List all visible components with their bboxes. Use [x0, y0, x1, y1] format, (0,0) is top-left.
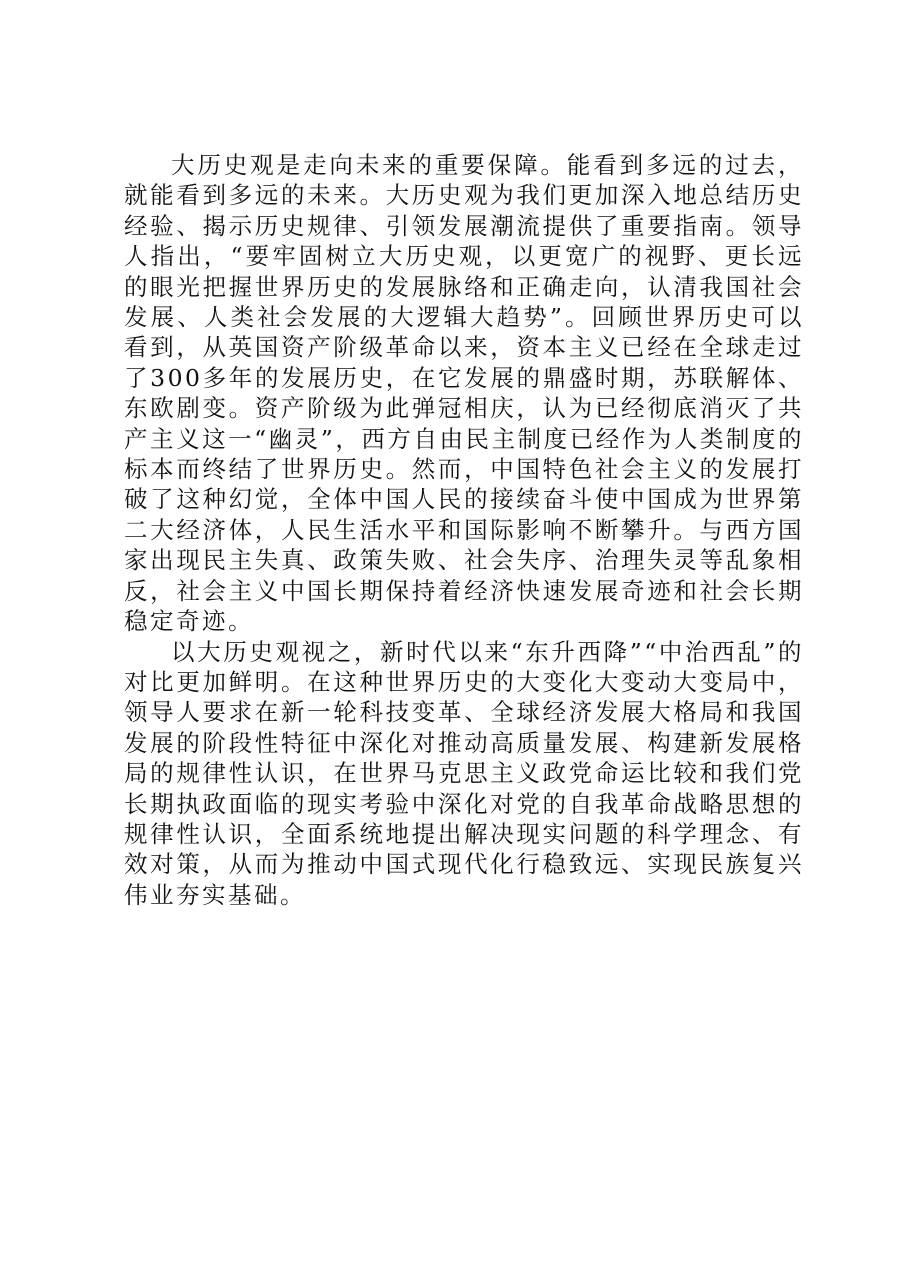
paragraph-2: 以大历史观视之，新时代以来“东升西降”“中治西乱”的对比更加鲜明。在这种世界历史的大变化大变动大变局中，领导人要求在新一轮科技变革、全球经济发展大格局和我国发展的阶段性特征中深化对推动高质量发展、构建新发展格局的规律性认识，在世界马克思主义政党命运比较和我们党长期执政面临的现实考验中深化对党的自我革命战略思想的规律性认识，全面系统地提出解决现实问题的科学理念、有效对策，从而为推动中国式现代化行稳致远、实现民族复兴伟业夯实基础。	[124, 637, 804, 909]
paragraph-1: 大历史观是走向未来的重要保障。能看到多远的过去，就能看到多远的未来。大历史观为我们更加深入地总结历史经验、揭示历史规律、引领发展潮流提供了重要指南。领导人指出，“要牢固树立大历史观，以更宽广的视野、更长远的眼光把握世界历史的发展脉络和正确走向，认清我国社会发展、人类社会发展的大逻辑大趋势”。回顾世界历史可以看到，从英国资产阶级革命以来，资本主义已经在全球走过了300多年的发展历史，在它发展的鼎盛时期，苏联解体、东欧剧变。资产阶级为此弹冠相庆，认为已经彻底消灭了共产主义这一“幽灵”，西方自由民主制度已经作为人类制度的标本而终结了世界历史。然而，中国特色社会主义的发展打破了这种幻觉，全体中国人民的接续奋斗使中国成为世界第二大经济体，人民生活水平和国际影响不断攀升。与西方国家出现民主失真、政策失败、社会失序、治理失灵等乱象相反，社会主义中国长期保持着经济快速发展奇迹和社会长期稳定奇迹。	[124, 151, 804, 636]
document-body	[124, 150, 804, 910]
